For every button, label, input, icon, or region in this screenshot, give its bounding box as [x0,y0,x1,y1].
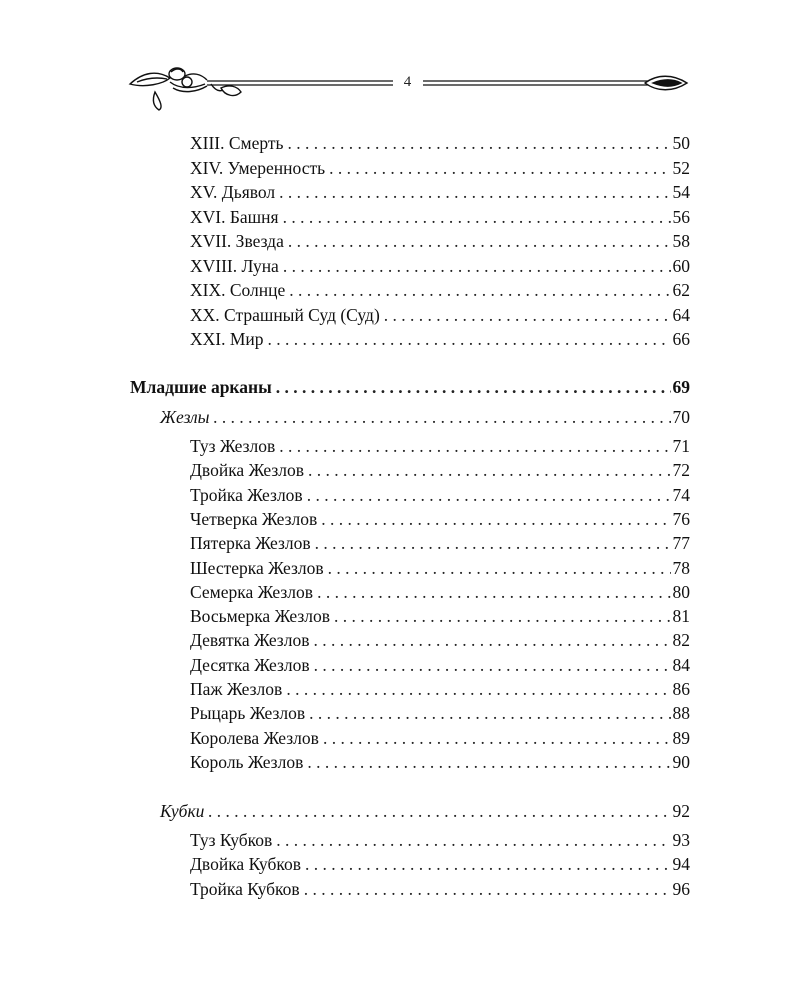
toc-entry-page: 69 [672,377,690,397]
dot-leader [279,181,670,203]
dot-leader [286,678,670,700]
dot-leader [268,328,671,350]
toc-entry-page: 92 [672,801,690,821]
toc-entry-page: 52 [672,157,690,178]
toc-entry-page: 96 [672,878,690,899]
dot-leader [213,406,670,428]
dot-leader [283,255,671,277]
dot-leader [317,581,670,603]
toc-entry-page: 94 [672,854,690,875]
toc-entry-page: 89 [672,727,690,748]
toc-entry-page: 86 [672,679,690,699]
toc-entry [190,654,690,676]
toc-entry [190,157,690,179]
toc-entry [190,132,690,154]
dot-leader [328,557,671,579]
dot-leader [313,629,670,651]
dot-leader [283,206,671,228]
toc-entry [190,328,690,350]
dot-leader [321,508,670,530]
toc-entry-title: XVII. Звезда [190,231,284,251]
toc-entry-page: 70 [672,407,690,427]
dot-leader [314,654,671,676]
toc-entry [190,581,690,603]
toc-entry-title: Тройка Кубков [190,878,300,899]
toc-entry-title: Туз Жезлов [190,436,276,456]
toc-entry-title: Десятка Жезлов [190,654,310,675]
toc-entry-page: 77 [672,533,690,554]
dot-leader [304,878,671,900]
dot-leader [309,702,670,724]
dot-leader [334,605,670,627]
toc-entry-page: 76 [672,508,690,529]
dot-leader [289,279,670,301]
toc-entry [190,853,690,875]
toc-entry-page: 54 [672,182,690,202]
toc-entry-title: XIV. Умеренность [190,157,326,178]
toc-entry-title: Туз Кубков [190,830,273,850]
toc-entry-title: XIX. Солнце [190,280,286,300]
toc-entry-title: Пятерка Жезлов [190,533,311,554]
toc-entry-page: 50 [672,133,690,153]
dot-leader [329,157,670,179]
toc-entry [190,435,690,457]
toc-entry-page: 78 [672,557,690,578]
page-number: 4 [403,74,412,90]
toc-entry-title: XX. Страшный Суд (Суд) [190,304,380,325]
dot-leader [323,727,671,749]
toc-entry-title: XVIII. Луна [190,255,279,276]
toc-entry [190,629,690,651]
dot-leader [208,800,670,822]
dot-leader [288,230,671,252]
dot-leader [305,853,671,875]
toc-entry-page: 74 [672,484,690,505]
toc-entry [190,255,690,277]
toc-entry-title: Девятка Жезлов [190,630,310,651]
toc-entry-page: 56 [672,206,690,227]
toc-entry-title: Восьмерка Жезлов [190,606,331,627]
toc-entry [190,459,690,481]
toc-entry-title: Шестерка Жезлов [190,557,324,578]
dot-leader [308,459,670,481]
toc-entry-title: Младшие арканы [130,377,272,397]
toc-entry [190,304,690,326]
toc-entry [190,878,690,900]
toc-entry-title: XXI. Мир [190,329,264,349]
toc-entry-page: 82 [672,630,690,651]
toc-entry [190,727,690,749]
toc-entry-page: 81 [672,606,690,627]
dot-leader [307,751,670,773]
dot-leader [276,376,671,398]
toc-entry-page: 66 [672,329,690,349]
toc-entry [190,532,690,554]
toc-entry-title: XV. Дьявол [190,182,276,202]
toc-group-heading [160,406,690,428]
toc-entry-page: 62 [672,280,690,300]
toc-entry [190,508,690,530]
toc-entry-title: Жезлы [160,407,210,427]
toc-entry-title: Королева Жезлов [190,727,319,748]
dot-leader [384,304,671,326]
dot-leader [315,532,671,554]
toc-entry-page: 72 [672,460,690,481]
dot-leader [276,829,670,851]
toc-entry [190,206,690,228]
toc-entry-title: Двойка Кубков [190,854,301,875]
toc-entry-page: 58 [672,231,690,251]
dot-leader [279,435,670,457]
toc-entry-title: Паж Жезлов [190,679,283,699]
toc-entry [190,702,690,724]
toc-entry-title: XVI. Башня [190,206,279,227]
toc-entry-title: Король Жезлов [190,751,304,772]
toc-entry-page: 80 [672,581,690,602]
toc-entry [190,230,690,252]
toc-entry-title: Четверка Жезлов [190,508,318,529]
toc-entry [190,557,690,579]
toc-entry-title: XIII. Смерть [190,133,284,153]
toc-entry-page: 60 [672,255,690,276]
toc-entry-page: 71 [672,436,690,456]
toc-entry-page: 84 [672,654,690,675]
toc-entry [190,484,690,506]
toc-section-heading [130,376,690,398]
toc-entry-page: 90 [672,751,690,772]
dot-leader [288,132,671,154]
toc-entry [190,279,690,301]
toc-entry-page: 88 [672,703,690,724]
toc-entry-title: Семерка Жезлов [190,581,314,602]
toc-entry-title: Кубки [160,801,205,821]
dot-leader [307,484,671,506]
toc-entry [190,678,690,700]
toc-group-heading [160,800,690,822]
toc-entry-page: 93 [672,830,690,850]
toc-entry-title: Тройка Жезлов [190,484,303,505]
toc-entry [190,605,690,627]
toc-entry [190,829,690,851]
toc-entry [190,751,690,773]
page-header [125,62,690,112]
toc-entry-title: Рыцарь Жезлов [190,703,306,724]
toc-entry [190,181,690,203]
toc-entry-page: 64 [672,304,690,325]
toc-entry-title: Двойка Жезлов [190,460,305,481]
